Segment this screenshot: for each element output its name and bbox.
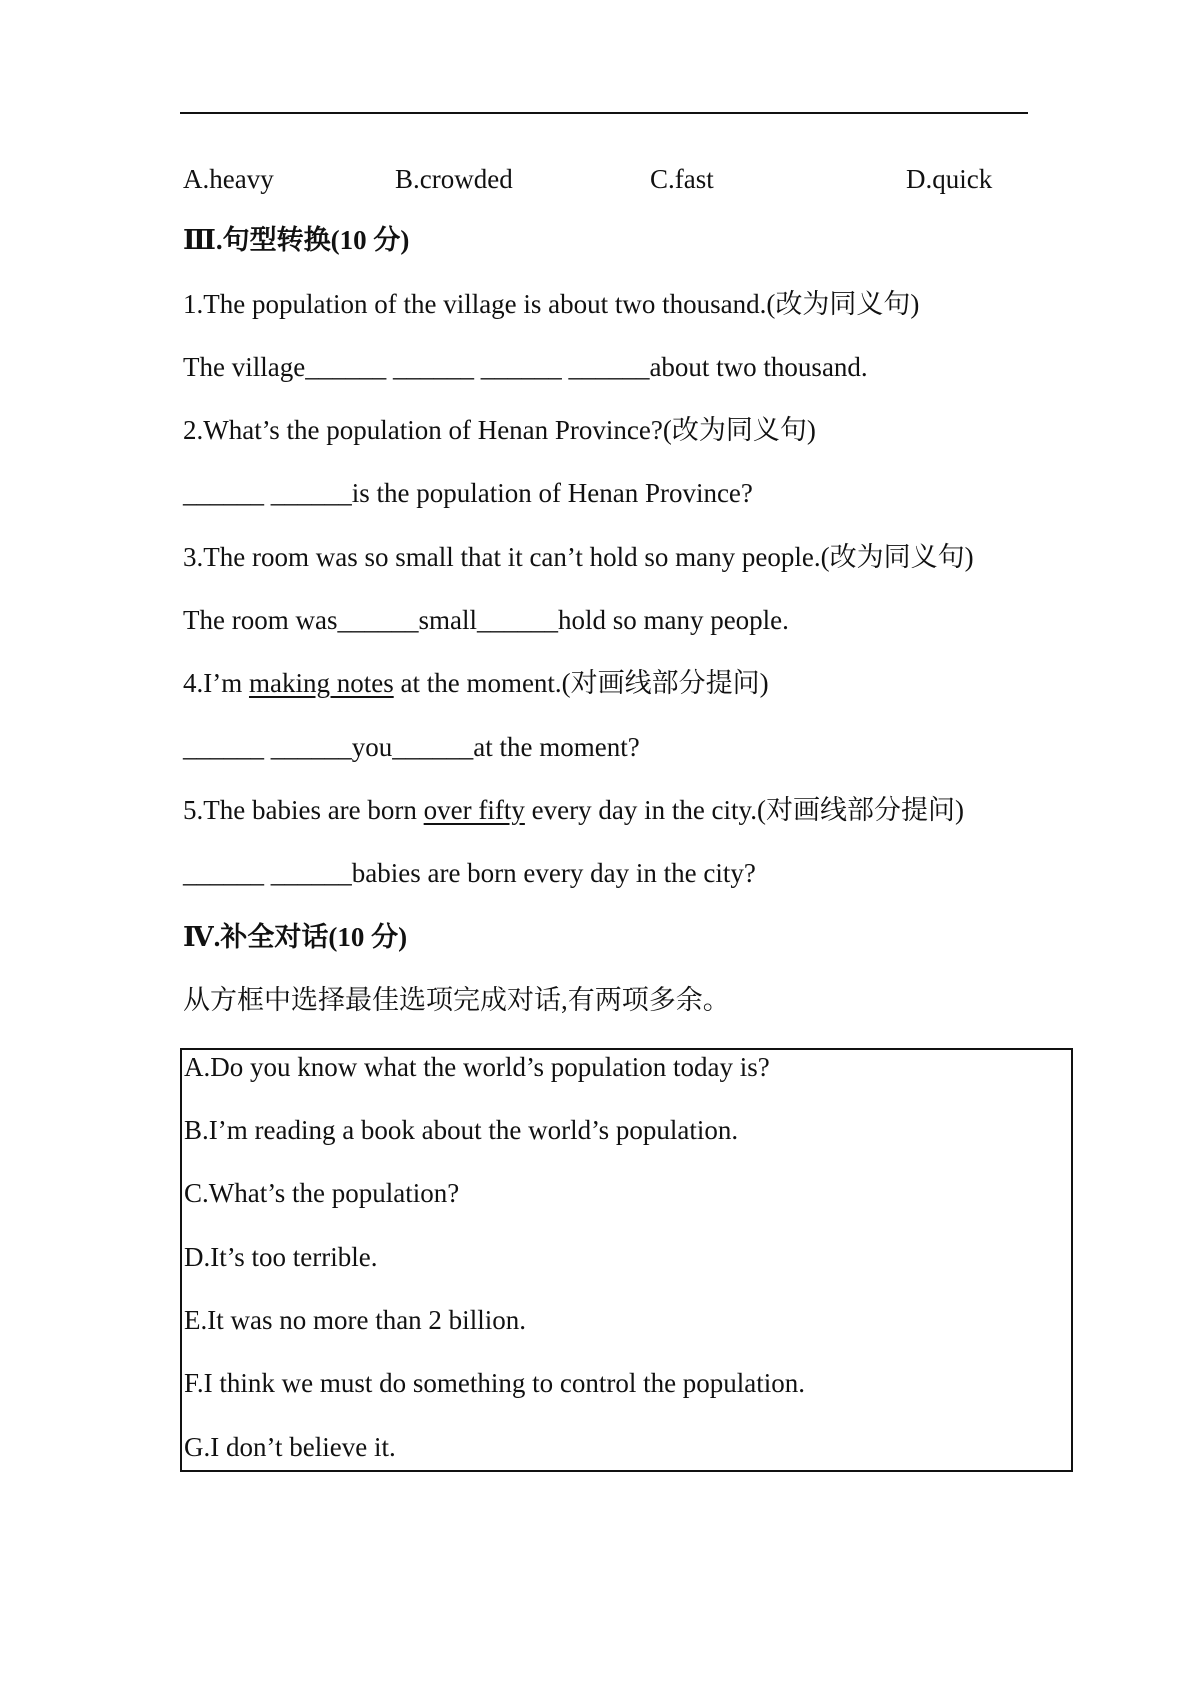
question-2-prompt: 2.What’s the population of Henan Province?(改为同义句) <box>183 415 816 445</box>
question-4-prompt-end: at the moment.(对画线部分提问) <box>393 668 769 698</box>
question-2-answer: ______ ______is the population of Henan Province? <box>183 478 753 508</box>
choice-d: D.It’s too terrible. <box>184 1242 378 1272</box>
question-5-prompt <box>183 793 964 827</box>
section4-instruction: 从方框中选择最佳选项完成对话,有两项多余。 <box>183 985 730 1015</box>
question-5-answer: ______ ______babies are born every day in the city? <box>183 858 756 888</box>
question-5-underlined-phrase: over fifty <box>423 795 525 825</box>
question-5-prompt-start: 5.The babies are born <box>183 795 424 825</box>
option-d: D.quick <box>906 164 993 194</box>
question-4-prompt-start: 4.I’m <box>183 668 249 698</box>
option-a: A.heavy <box>183 164 274 194</box>
choice-c: C.What’s the population? <box>184 1178 460 1208</box>
question-1-answer: The village______ ______ ______ ______about two thousand. <box>183 352 868 382</box>
option-b: B.crowded <box>395 164 513 194</box>
choice-g: G.I don’t believe it. <box>184 1432 396 1462</box>
choice-a: A.Do you know what the world’s population today is? <box>184 1052 770 1082</box>
question-5-prompt-end: every day in the city.(对画线部分提问) <box>524 795 965 825</box>
question-4-prompt <box>183 666 769 700</box>
answer-line <box>180 112 1028 114</box>
question-1-prompt: 1.The population of the village is about two thousand.(改为同义句) <box>183 289 920 319</box>
option-c: C.fast <box>650 164 714 194</box>
choice-b: B.I’m reading a book about the world’s population. <box>184 1115 739 1145</box>
question-4-underlined-phrase: making notes <box>248 668 394 698</box>
question-3-prompt: 3.The room was so small that it can’t hold so many people.(改为同义句) <box>183 542 974 572</box>
section3-heading: Ⅲ.句型转换(10 分) <box>183 225 410 255</box>
choice-f: F.I think we must do something to control the population. <box>184 1368 806 1398</box>
choices-box <box>180 1048 1073 1472</box>
choice-e: E.It was no more than 2 billion. <box>184 1305 526 1335</box>
question-3-answer: The room was______small______hold so many people. <box>183 605 789 635</box>
question-4-answer: ______ ______you______at the moment? <box>183 732 640 762</box>
section4-heading: Ⅳ.补全对话(10 分) <box>183 922 408 952</box>
